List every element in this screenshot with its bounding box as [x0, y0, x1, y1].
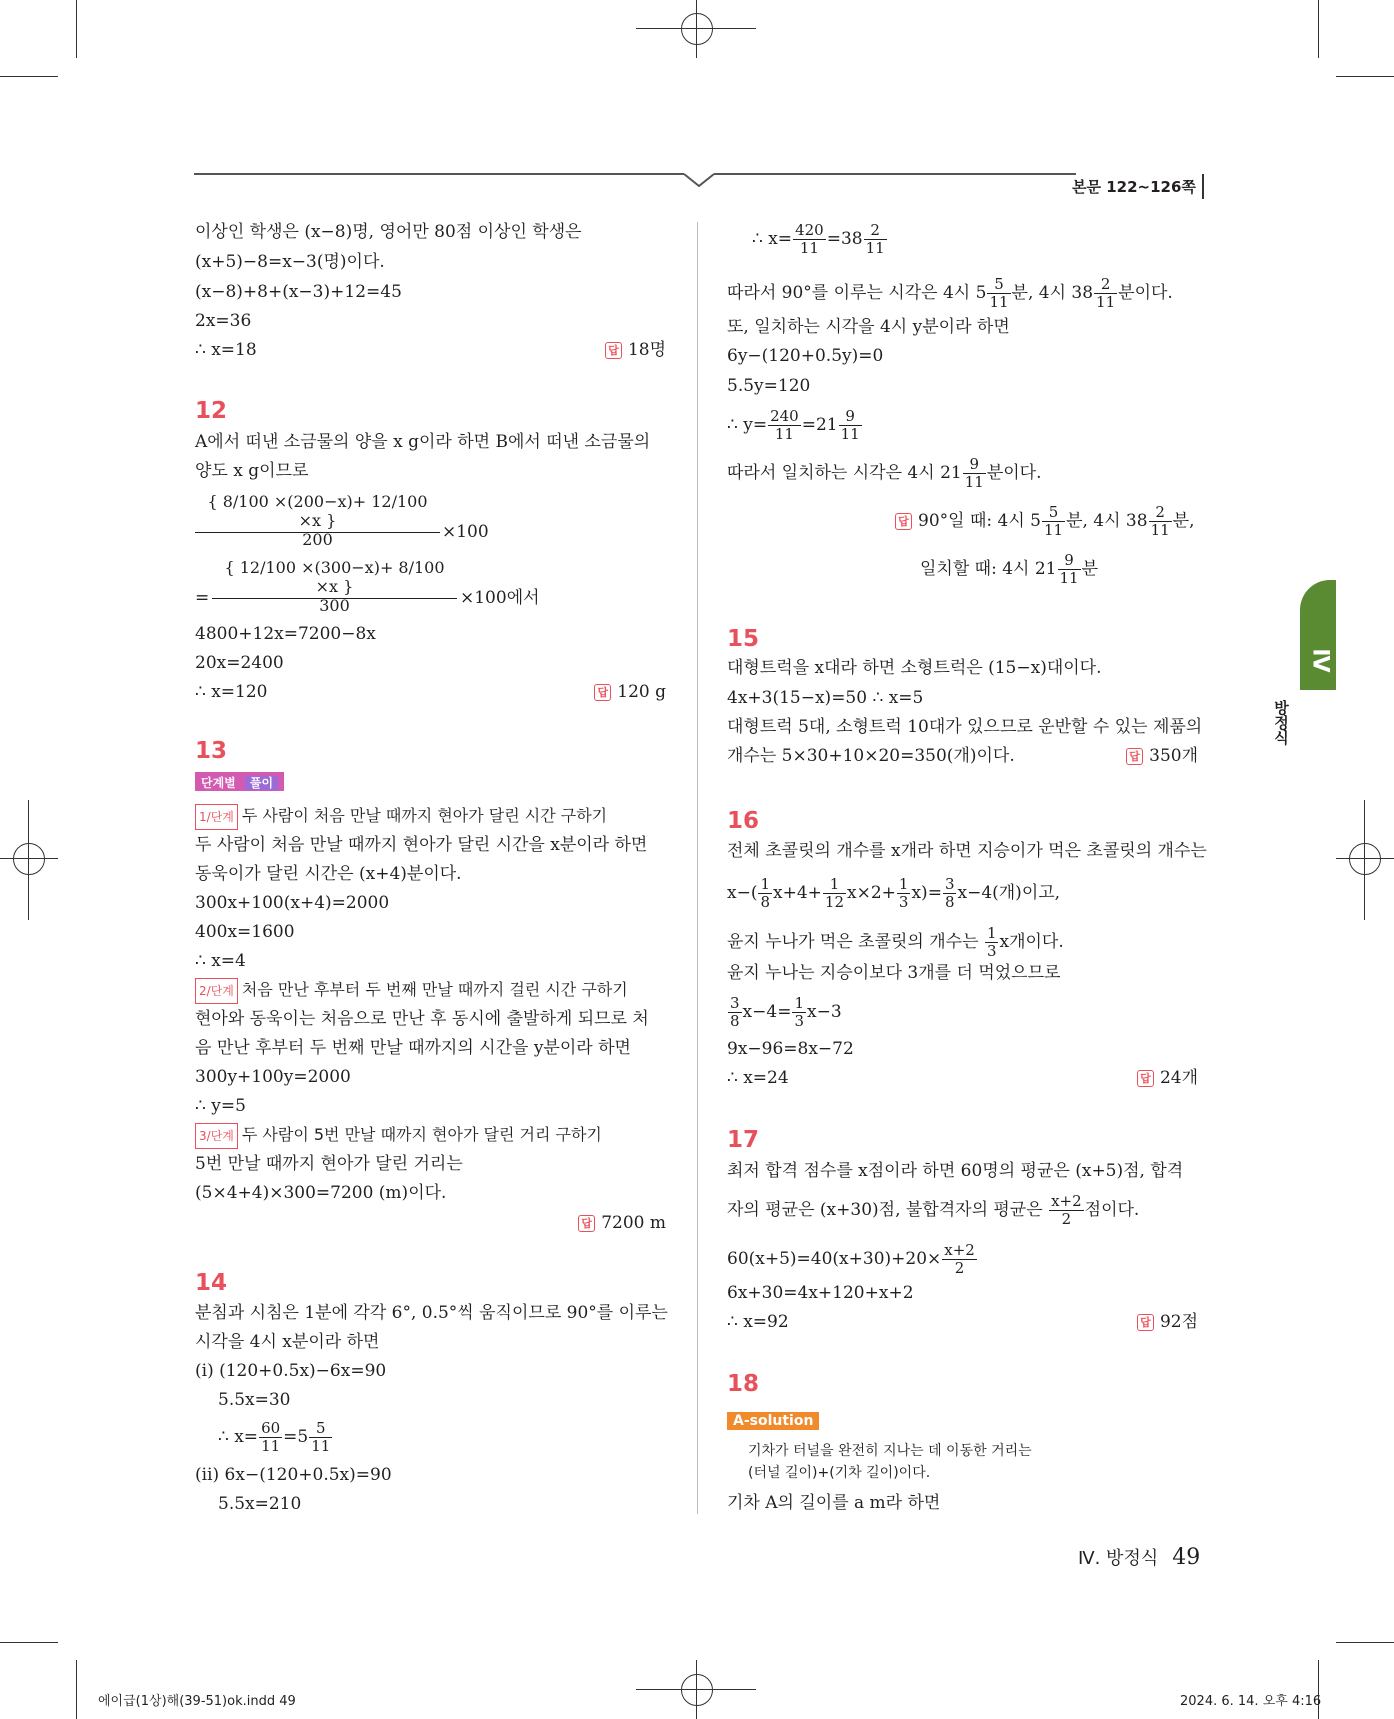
- step-badge-label: 풀이: [245, 776, 278, 790]
- crop-mark: [1336, 1642, 1394, 1643]
- chapter-tab: [1300, 580, 1336, 690]
- answer-text: 120 g: [617, 682, 666, 702]
- answer: [1137, 1066, 1198, 1090]
- header-rule: [194, 173, 684, 175]
- chapter-footer: Ⅳ. 방정식 49: [1078, 1545, 1201, 1570]
- text-line: 전체 초콜릿의 개수를 x개라 하면 지승이가 먹은 초콜릿의 개수는: [727, 841, 1207, 861]
- text-line: ∴ x=4: [195, 951, 246, 971]
- text-line: 5.5x=30: [218, 1390, 291, 1410]
- solution-badge: A-solution: [727, 1412, 819, 1430]
- text-line: 5번 만날 때까지 현아가 달린 거리는: [195, 1154, 463, 1174]
- answer-text: 92점: [1159, 1312, 1198, 1332]
- text-line: 개수는 5×30+10×20=350(개)이다.: [727, 746, 1015, 766]
- equation-tail: ×100: [442, 522, 489, 542]
- step-heading: 1/단계 두 사람이 처음 만날 때까지 현아가 달린 시간 구하기: [195, 804, 607, 830]
- answer: [594, 680, 666, 704]
- header-notch: [684, 166, 714, 188]
- registration-mark: [1349, 843, 1381, 875]
- text-line: ∴ x=18: [195, 340, 257, 360]
- text-line: 양도 x g이므로: [195, 461, 309, 481]
- step-badge: [195, 772, 284, 791]
- equation-lead: =: [195, 588, 210, 608]
- text-line: (x−8)+8+(x−3)+12=45: [195, 282, 402, 302]
- equation-numerator: { 8/100 ×(200−x)+ 12/100 ×x }: [195, 492, 440, 533]
- chapter-label: 방정식: [1272, 700, 1290, 745]
- text-line: 300y+100y=2000: [195, 1067, 351, 1087]
- step-heading: 2/단계 처음 만난 후부터 두 번째 만날 때까지 걸린 시간 구하기: [195, 978, 628, 1004]
- text-line: ∴ x=24: [727, 1068, 789, 1088]
- answer-text: 350개: [1149, 746, 1198, 766]
- answer: [1126, 744, 1198, 768]
- problem-number: 13: [195, 738, 228, 764]
- answer-icon: 답: [895, 513, 912, 530]
- text-line: 400x=1600: [195, 922, 295, 942]
- fraction-line: 60(x+5)=40(x+30)+20× $\frac{x+2}{2}$: [727, 1241, 975, 1277]
- text-line: 기차 A의 길이를 a m라 하면: [727, 1493, 941, 1513]
- header-rule: [714, 173, 1076, 175]
- text-line: 5.5x=210: [218, 1494, 302, 1514]
- text-line: 20x=2400: [195, 653, 284, 673]
- text-line: A에서 떠낸 소금물의 양을 x g이라 하면 B에서 떠낸 소금물의: [195, 432, 651, 452]
- text-line: (ⅱ) 6x−(120+0.5x)=90: [195, 1465, 392, 1485]
- step-label: 1/단계: [195, 804, 238, 830]
- problem-number: 12: [195, 398, 228, 424]
- registration-mark: [13, 843, 45, 875]
- problem-number: 15: [727, 626, 760, 652]
- equation-denominator: 200: [302, 530, 333, 549]
- crop-mark: [1364, 800, 1365, 920]
- fraction-line: ∴ x= $\frac{420}{11}$ =38 $\frac{2}{11}$: [752, 221, 885, 257]
- text-line: ∴ x=120: [195, 682, 268, 702]
- fraction-line: $\frac{3}{8}$ x−4= $\frac{1}{3}$ x−3: [730, 994, 842, 1030]
- step-label: 2/단계: [195, 978, 238, 1004]
- tip-line: (터널 길이)+(기차 길이)이다.: [748, 1465, 931, 1481]
- answer-text: 7200 m: [601, 1213, 666, 1233]
- answer-icon: 답: [578, 1215, 595, 1232]
- problem-number: 17: [727, 1127, 760, 1153]
- column-divider: [697, 222, 698, 1514]
- file-info: 에이급(1상)해(39-51)ok.indd 49: [98, 1694, 296, 1709]
- crop-mark: [28, 800, 29, 920]
- fraction-line: ∴ x= $\frac{60}{11}$ =5 $\frac{5}{11}$: [218, 1419, 331, 1455]
- text-line: 윤지 누나는 지승이보다 3개를 더 먹었으므로: [727, 963, 1061, 983]
- problem-number: 18: [727, 1371, 760, 1397]
- text-line: (x+5)−8=x−3(명)이다.: [195, 252, 385, 272]
- crop-mark: [0, 76, 58, 77]
- fraction-line: 윤지 누나가 먹은 초콜릿의 개수는 $\frac{1}{3}$ x개이다.: [727, 924, 1064, 960]
- text-line: 5.5y=120: [727, 376, 811, 396]
- text-line: 6y−(120+0.5y)=0: [727, 346, 884, 366]
- text-line: ∴ x=92: [727, 1312, 789, 1332]
- text-line: 음 만난 후부터 두 번째 만날 때까지의 시간을 y분이라 하면: [195, 1038, 631, 1058]
- answer: [605, 338, 666, 362]
- text-line: 6x+30=4x+120+x+2: [727, 1283, 914, 1303]
- equation-denominator: 300: [319, 596, 350, 615]
- text-line: 대형트럭 5대, 소형트럭 10대가 있으므로 운반할 수 있는 제품의: [727, 717, 1203, 737]
- answer-icon: 답: [594, 684, 611, 701]
- problem-number: 16: [727, 808, 760, 834]
- text-line: 분침과 시침은 1분에 각각 6°, 0.5°씩 움직이므로 90°를 이루는: [195, 1303, 668, 1323]
- fraction-line: ∴ y= $\frac{240}{11}$ =21 $\frac{9}{11}$: [727, 407, 860, 443]
- text-line: 대형트럭을 x대라 하면 소형트럭은 (15−x)대이다.: [727, 658, 1102, 678]
- page-reference: 본문 122~126쪽: [1072, 174, 1204, 199]
- crop-mark: [0, 858, 58, 859]
- registration-mark: [681, 1674, 713, 1706]
- fraction-line: 따라서 90°를 이루는 시각은 4시 5 $\frac{5}{11}$ 분, 4시 38 $\frac{2}{11}$ 분이다.: [727, 275, 1173, 311]
- fraction-line: 자의 평균은 (x+30)점, 불합격자의 평균은 $\frac{x+2}{2}$ 점이다.: [727, 1192, 1140, 1228]
- print-date: 2024. 6. 14. 오후 4:16: [1180, 1694, 1322, 1709]
- answer-icon: 답: [605, 342, 622, 359]
- crop-mark: [0, 1642, 58, 1643]
- fraction-line: x−( $\frac{1}{8}$ x+4+ $\frac{1}{12}$ x×2+ $\frac{1}{3}$ x)= $\frac{3}{8}$ x−4(개)이고,: [727, 875, 1061, 911]
- text-line: 시각을 4시 x분이라 하면: [195, 1332, 380, 1352]
- text-line: 9x−96=8x−72: [727, 1039, 854, 1059]
- crop-mark: [1336, 858, 1394, 859]
- answer-text: 24개: [1159, 1068, 1198, 1088]
- crop-mark: [76, 1660, 77, 1719]
- step-heading: 3/단계 두 사람이 5번 만날 때까지 현아가 달린 거리 구하기: [195, 1123, 602, 1149]
- crop-mark: [1318, 0, 1319, 58]
- page-number: 49: [1172, 1545, 1201, 1570]
- chapter-numeral: Ⅳ: [1307, 648, 1333, 673]
- text-line: (ⅰ) (120+0.5x)−6x=90: [195, 1361, 387, 1381]
- equation-numerator: { 12/100 ×(300−x)+ 8/100 ×x }: [212, 558, 457, 599]
- problem-number: 14: [195, 1270, 228, 1296]
- text-line: 4800+12x=7200−8x: [195, 624, 376, 644]
- answer: 답 90°일 때: 4시 5 $\frac{5}{11}$ 분, 4시 38 $\frac{2}{11}$ 분,: [895, 504, 1195, 539]
- fraction-line: 따라서 일치하는 시각은 4시 21 $\frac{9}{11}$ 분이다.: [727, 455, 1042, 491]
- text-line: 두 사람이 처음 만날 때까지 현아가 달린 시간을 x분이라 하면: [195, 835, 648, 855]
- text-line: 최저 합격 점수를 x점이라 하면 60명의 평균은 (x+5)점, 합격: [727, 1161, 1184, 1181]
- text-line: 동욱이가 달린 시간은 (x+4)분이다.: [195, 864, 462, 884]
- tip-line: 기차가 터널을 완전히 지나는 데 이동한 거리는: [748, 1443, 1032, 1459]
- equation-tail: ×100에서: [460, 588, 540, 608]
- text-line: 이상인 학생은 (x−8)명, 영어만 80점 이상인 학생은: [195, 222, 582, 242]
- answer-text: 18명: [627, 340, 666, 360]
- answer: [1137, 1310, 1198, 1334]
- text-line: ∴ y=5: [195, 1096, 246, 1116]
- answer: [578, 1211, 666, 1235]
- crop-mark: [696, 1660, 697, 1719]
- crop-mark: [1336, 76, 1394, 77]
- step-label: 3/단계: [195, 1123, 238, 1149]
- answer-icon: 답: [1137, 1070, 1154, 1087]
- answer-icon: 답: [1137, 1314, 1154, 1331]
- crop-mark: [696, 0, 697, 58]
- text-line: 4x+3(15−x)=50 ∴ x=5: [727, 688, 924, 708]
- crop-mark: [76, 0, 77, 58]
- text-line: 현아와 동욱이는 처음으로 만난 후 동시에 출발하게 되므로 처: [195, 1009, 649, 1029]
- step-badge-label: 단계별: [201, 776, 236, 790]
- text-line: (5×4+4)×300=7200 (m)이다.: [195, 1183, 447, 1203]
- text-line: 2x=36: [195, 311, 252, 331]
- text-line: 300x+100(x+4)=2000: [195, 893, 390, 913]
- answer-continued: 일치할 때: 4시 21 $\frac{9}{11}$ 분: [920, 551, 1099, 587]
- text-line: 또, 일치하는 시각을 4시 y분이라 하면: [727, 317, 1010, 337]
- answer-icon: 답: [1126, 748, 1143, 765]
- registration-mark: [681, 13, 713, 45]
